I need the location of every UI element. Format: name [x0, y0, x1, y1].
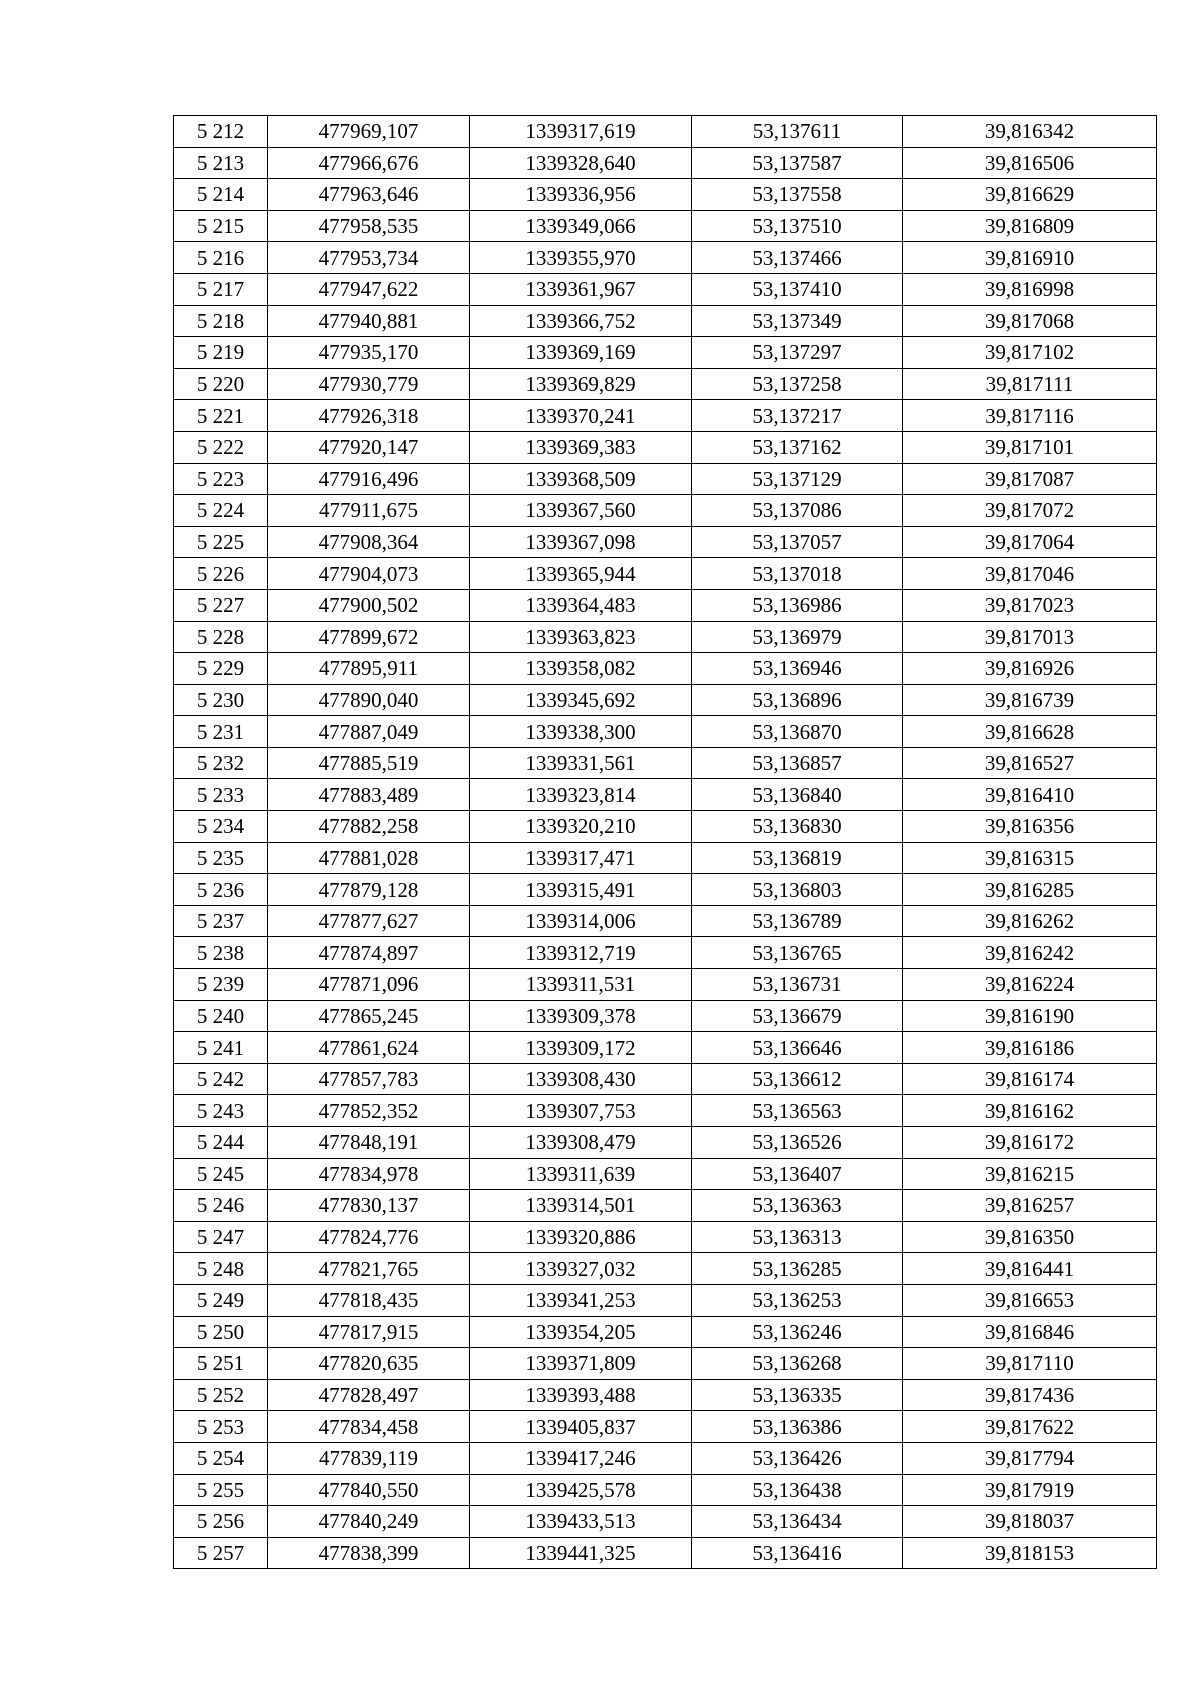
table-row: [174, 273, 1157, 305]
table-row: [174, 495, 1157, 527]
longitude-cell: 39,816224: [903, 969, 1157, 1001]
point-number-cell: 5 249: [174, 1284, 268, 1316]
longitude-cell: 39,817087: [903, 463, 1157, 495]
table-row: [174, 179, 1157, 211]
longitude-cell: 39,816926: [903, 653, 1157, 685]
table-row: [174, 1032, 1157, 1064]
point-number-cell: 5 256: [174, 1506, 268, 1538]
latitude-cell: 53,136946: [692, 653, 903, 685]
y-coordinate-cell: 1339369,169: [470, 337, 692, 369]
x-coordinate-cell: 477890,040: [268, 684, 470, 716]
latitude-cell: 53,136246: [692, 1316, 903, 1348]
table-row: [174, 969, 1157, 1001]
latitude-cell: 53,137510: [692, 210, 903, 242]
table-row: [174, 337, 1157, 369]
table-row: [174, 937, 1157, 969]
table-row: [174, 1379, 1157, 1411]
x-coordinate-cell: 477834,978: [268, 1158, 470, 1190]
x-coordinate-cell: 477874,897: [268, 937, 470, 969]
latitude-cell: 53,136407: [692, 1158, 903, 1190]
x-coordinate-cell: 477861,624: [268, 1032, 470, 1064]
point-number-cell: 5 212: [174, 116, 268, 148]
y-coordinate-cell: 1339368,509: [470, 463, 692, 495]
x-coordinate-cell: 477947,622: [268, 273, 470, 305]
table-row: [174, 147, 1157, 179]
longitude-cell: 39,817046: [903, 558, 1157, 590]
point-number-cell: 5 236: [174, 874, 268, 906]
y-coordinate-cell: 1339317,619: [470, 116, 692, 148]
latitude-cell: 53,136819: [692, 842, 903, 874]
latitude-cell: 53,137129: [692, 463, 903, 495]
point-number-cell: 5 231: [174, 716, 268, 748]
x-coordinate-cell: 477900,502: [268, 589, 470, 621]
point-number-cell: 5 250: [174, 1316, 268, 1348]
point-number-cell: 5 220: [174, 368, 268, 400]
table-row: [174, 1442, 1157, 1474]
point-number-cell: 5 243: [174, 1095, 268, 1127]
x-coordinate-cell: 477904,073: [268, 558, 470, 590]
point-number-cell: 5 223: [174, 463, 268, 495]
longitude-cell: 39,816162: [903, 1095, 1157, 1127]
longitude-cell: 39,816739: [903, 684, 1157, 716]
x-coordinate-cell: 477852,352: [268, 1095, 470, 1127]
table-row: [174, 431, 1157, 463]
latitude-cell: 53,136285: [692, 1253, 903, 1285]
latitude-cell: 53,137258: [692, 368, 903, 400]
table-row: [174, 1316, 1157, 1348]
y-coordinate-cell: 1339307,753: [470, 1095, 692, 1127]
point-number-cell: 5 238: [174, 937, 268, 969]
longitude-cell: 39,816215: [903, 1158, 1157, 1190]
y-coordinate-cell: 1339315,491: [470, 874, 692, 906]
latitude-cell: 53,137057: [692, 526, 903, 558]
x-coordinate-cell: 477953,734: [268, 242, 470, 274]
point-number-cell: 5 213: [174, 147, 268, 179]
x-coordinate-cell: 477834,458: [268, 1411, 470, 1443]
longitude-cell: 39,816285: [903, 874, 1157, 906]
longitude-cell: 39,816628: [903, 716, 1157, 748]
latitude-cell: 53,136363: [692, 1190, 903, 1222]
table-row: [174, 1190, 1157, 1222]
latitude-cell: 53,137217: [692, 400, 903, 432]
longitude-cell: 39,817068: [903, 305, 1157, 337]
x-coordinate-cell: 477840,249: [268, 1506, 470, 1538]
table-row: [174, 874, 1157, 906]
table-row: [174, 400, 1157, 432]
point-number-cell: 5 255: [174, 1474, 268, 1506]
point-number-cell: 5 226: [174, 558, 268, 590]
longitude-cell: 39,817064: [903, 526, 1157, 558]
latitude-cell: 53,136646: [692, 1032, 903, 1064]
x-coordinate-cell: 477817,915: [268, 1316, 470, 1348]
coordinates-table: [173, 115, 1157, 1569]
point-number-cell: 5 218: [174, 305, 268, 337]
x-coordinate-cell: 477966,676: [268, 147, 470, 179]
point-number-cell: 5 247: [174, 1221, 268, 1253]
longitude-cell: 39,817013: [903, 621, 1157, 653]
table-row: [174, 1506, 1157, 1538]
latitude-cell: 53,136979: [692, 621, 903, 653]
y-coordinate-cell: 1339433,513: [470, 1506, 692, 1538]
longitude-cell: 39,816998: [903, 273, 1157, 305]
longitude-cell: 39,816653: [903, 1284, 1157, 1316]
latitude-cell: 53,136426: [692, 1442, 903, 1474]
x-coordinate-cell: 477883,489: [268, 779, 470, 811]
longitude-cell: 39,817116: [903, 400, 1157, 432]
y-coordinate-cell: 1339354,205: [470, 1316, 692, 1348]
x-coordinate-cell: 477848,191: [268, 1127, 470, 1159]
latitude-cell: 53,136870: [692, 716, 903, 748]
x-coordinate-cell: 477820,635: [268, 1348, 470, 1380]
x-coordinate-cell: 477958,535: [268, 210, 470, 242]
x-coordinate-cell: 477920,147: [268, 431, 470, 463]
x-coordinate-cell: 477935,170: [268, 337, 470, 369]
x-coordinate-cell: 477839,119: [268, 1442, 470, 1474]
point-number-cell: 5 252: [174, 1379, 268, 1411]
longitude-cell: 39,816242: [903, 937, 1157, 969]
latitude-cell: 53,136840: [692, 779, 903, 811]
point-number-cell: 5 228: [174, 621, 268, 653]
y-coordinate-cell: 1339331,561: [470, 747, 692, 779]
longitude-cell: 39,817111: [903, 368, 1157, 400]
y-coordinate-cell: 1339367,560: [470, 495, 692, 527]
y-coordinate-cell: 1339320,210: [470, 811, 692, 843]
y-coordinate-cell: 1339308,430: [470, 1063, 692, 1095]
x-coordinate-cell: 477818,435: [268, 1284, 470, 1316]
x-coordinate-cell: 477930,779: [268, 368, 470, 400]
point-number-cell: 5 214: [174, 179, 268, 211]
point-number-cell: 5 216: [174, 242, 268, 274]
point-number-cell: 5 235: [174, 842, 268, 874]
x-coordinate-cell: 477865,245: [268, 1000, 470, 1032]
longitude-cell: 39,816257: [903, 1190, 1157, 1222]
point-number-cell: 5 221: [174, 400, 268, 432]
point-number-cell: 5 245: [174, 1158, 268, 1190]
longitude-cell: 39,816172: [903, 1127, 1157, 1159]
x-coordinate-cell: 477926,318: [268, 400, 470, 432]
point-number-cell: 5 237: [174, 905, 268, 937]
latitude-cell: 53,136612: [692, 1063, 903, 1095]
latitude-cell: 53,136789: [692, 905, 903, 937]
x-coordinate-cell: 477916,496: [268, 463, 470, 495]
table-row: [174, 1537, 1157, 1569]
point-number-cell: 5 254: [174, 1442, 268, 1474]
x-coordinate-cell: 477899,672: [268, 621, 470, 653]
longitude-cell: 39,817023: [903, 589, 1157, 621]
table-row: [174, 1221, 1157, 1253]
longitude-cell: 39,818037: [903, 1506, 1157, 1538]
longitude-cell: 39,817919: [903, 1474, 1157, 1506]
point-number-cell: 5 217: [174, 273, 268, 305]
table-row: [174, 558, 1157, 590]
table-row: [174, 242, 1157, 274]
latitude-cell: 53,136526: [692, 1127, 903, 1159]
latitude-cell: 53,136731: [692, 969, 903, 1001]
y-coordinate-cell: 1339369,383: [470, 431, 692, 463]
latitude-cell: 53,136679: [692, 1000, 903, 1032]
point-number-cell: 5 219: [174, 337, 268, 369]
table-row: [174, 1348, 1157, 1380]
y-coordinate-cell: 1339308,479: [470, 1127, 692, 1159]
longitude-cell: 39,817110: [903, 1348, 1157, 1380]
table-row: [174, 210, 1157, 242]
table-row: [174, 463, 1157, 495]
table-row: [174, 747, 1157, 779]
longitude-cell: 39,816527: [903, 747, 1157, 779]
table-row: [174, 842, 1157, 874]
y-coordinate-cell: 1339367,098: [470, 526, 692, 558]
point-number-cell: 5 230: [174, 684, 268, 716]
y-coordinate-cell: 1339365,944: [470, 558, 692, 590]
y-coordinate-cell: 1339355,970: [470, 242, 692, 274]
point-number-cell: 5 248: [174, 1253, 268, 1285]
point-number-cell: 5 215: [174, 210, 268, 242]
latitude-cell: 53,137349: [692, 305, 903, 337]
latitude-cell: 53,136253: [692, 1284, 903, 1316]
longitude-cell: 39,816506: [903, 147, 1157, 179]
point-number-cell: 5 229: [174, 653, 268, 685]
longitude-cell: 39,817102: [903, 337, 1157, 369]
longitude-cell: 39,816809: [903, 210, 1157, 242]
longitude-cell: 39,818153: [903, 1537, 1157, 1569]
table-row: [174, 1095, 1157, 1127]
y-coordinate-cell: 1339371,809: [470, 1348, 692, 1380]
y-coordinate-cell: 1339361,967: [470, 273, 692, 305]
latitude-cell: 53,136335: [692, 1379, 903, 1411]
latitude-cell: 53,136830: [692, 811, 903, 843]
table-row: [174, 1063, 1157, 1095]
point-number-cell: 5 222: [174, 431, 268, 463]
x-coordinate-cell: 477908,364: [268, 526, 470, 558]
longitude-cell: 39,816629: [903, 179, 1157, 211]
latitude-cell: 53,137587: [692, 147, 903, 179]
y-coordinate-cell: 1339425,578: [470, 1474, 692, 1506]
longitude-cell: 39,816910: [903, 242, 1157, 274]
x-coordinate-cell: 477887,049: [268, 716, 470, 748]
x-coordinate-cell: 477821,765: [268, 1253, 470, 1285]
latitude-cell: 53,137086: [692, 495, 903, 527]
y-coordinate-cell: 1339349,066: [470, 210, 692, 242]
x-coordinate-cell: 477857,783: [268, 1063, 470, 1095]
point-number-cell: 5 251: [174, 1348, 268, 1380]
longitude-cell: 39,817072: [903, 495, 1157, 527]
x-coordinate-cell: 477940,881: [268, 305, 470, 337]
y-coordinate-cell: 1339328,640: [470, 147, 692, 179]
y-coordinate-cell: 1339317,471: [470, 842, 692, 874]
longitude-cell: 39,816846: [903, 1316, 1157, 1348]
x-coordinate-cell: 477885,519: [268, 747, 470, 779]
latitude-cell: 53,137297: [692, 337, 903, 369]
y-coordinate-cell: 1339323,814: [470, 779, 692, 811]
longitude-cell: 39,816441: [903, 1253, 1157, 1285]
x-coordinate-cell: 477830,137: [268, 1190, 470, 1222]
point-number-cell: 5 224: [174, 495, 268, 527]
latitude-cell: 53,136563: [692, 1095, 903, 1127]
table-row: [174, 368, 1157, 400]
y-coordinate-cell: 1339338,300: [470, 716, 692, 748]
table-row: [174, 621, 1157, 653]
point-number-cell: 5 227: [174, 589, 268, 621]
latitude-cell: 53,136438: [692, 1474, 903, 1506]
y-coordinate-cell: 1339311,639: [470, 1158, 692, 1190]
table-row: [174, 684, 1157, 716]
table-row: [174, 811, 1157, 843]
y-coordinate-cell: 1339417,246: [470, 1442, 692, 1474]
point-number-cell: 5 240: [174, 1000, 268, 1032]
table-row: [174, 653, 1157, 685]
table-row: [174, 905, 1157, 937]
table-row: [174, 116, 1157, 148]
point-number-cell: 5 257: [174, 1537, 268, 1569]
y-coordinate-cell: 1339405,837: [470, 1411, 692, 1443]
point-number-cell: 5 225: [174, 526, 268, 558]
longitude-cell: 39,817794: [903, 1442, 1157, 1474]
latitude-cell: 53,137611: [692, 116, 903, 148]
x-coordinate-cell: 477828,497: [268, 1379, 470, 1411]
latitude-cell: 53,137466: [692, 242, 903, 274]
y-coordinate-cell: 1339364,483: [470, 589, 692, 621]
longitude-cell: 39,816410: [903, 779, 1157, 811]
point-number-cell: 5 244: [174, 1127, 268, 1159]
x-coordinate-cell: 477824,776: [268, 1221, 470, 1253]
y-coordinate-cell: 1339441,325: [470, 1537, 692, 1569]
table-row: [174, 1253, 1157, 1285]
table-row: [174, 1158, 1157, 1190]
latitude-cell: 53,136386: [692, 1411, 903, 1443]
table-row: [174, 1284, 1157, 1316]
y-coordinate-cell: 1339309,378: [470, 1000, 692, 1032]
y-coordinate-cell: 1339336,956: [470, 179, 692, 211]
longitude-cell: 39,816262: [903, 905, 1157, 937]
x-coordinate-cell: 477963,646: [268, 179, 470, 211]
y-coordinate-cell: 1339314,006: [470, 905, 692, 937]
table-row: [174, 1000, 1157, 1032]
x-coordinate-cell: 477881,028: [268, 842, 470, 874]
table-row: [174, 305, 1157, 337]
y-coordinate-cell: 1339358,082: [470, 653, 692, 685]
y-coordinate-cell: 1339345,692: [470, 684, 692, 716]
latitude-cell: 53,137410: [692, 273, 903, 305]
point-number-cell: 5 241: [174, 1032, 268, 1064]
y-coordinate-cell: 1339314,501: [470, 1190, 692, 1222]
x-coordinate-cell: 477895,911: [268, 653, 470, 685]
latitude-cell: 53,136986: [692, 589, 903, 621]
x-coordinate-cell: 477882,258: [268, 811, 470, 843]
x-coordinate-cell: 477877,627: [268, 905, 470, 937]
y-coordinate-cell: 1339366,752: [470, 305, 692, 337]
longitude-cell: 39,817101: [903, 431, 1157, 463]
y-coordinate-cell: 1339309,172: [470, 1032, 692, 1064]
latitude-cell: 53,137162: [692, 431, 903, 463]
longitude-cell: 39,816190: [903, 1000, 1157, 1032]
table-row: [174, 1127, 1157, 1159]
y-coordinate-cell: 1339393,488: [470, 1379, 692, 1411]
y-coordinate-cell: 1339312,719: [470, 937, 692, 969]
table-row: [174, 1411, 1157, 1443]
latitude-cell: 53,136416: [692, 1537, 903, 1569]
x-coordinate-cell: 477838,399: [268, 1537, 470, 1569]
longitude-cell: 39,816174: [903, 1063, 1157, 1095]
table-row: [174, 1474, 1157, 1506]
table-row: [174, 526, 1157, 558]
latitude-cell: 53,136857: [692, 747, 903, 779]
y-coordinate-cell: 1339320,886: [470, 1221, 692, 1253]
y-coordinate-cell: 1339363,823: [470, 621, 692, 653]
table-row: [174, 589, 1157, 621]
y-coordinate-cell: 1339311,531: [470, 969, 692, 1001]
longitude-cell: 39,816350: [903, 1221, 1157, 1253]
point-number-cell: 5 232: [174, 747, 268, 779]
point-number-cell: 5 233: [174, 779, 268, 811]
latitude-cell: 53,136803: [692, 874, 903, 906]
latitude-cell: 53,136434: [692, 1506, 903, 1538]
point-number-cell: 5 253: [174, 1411, 268, 1443]
latitude-cell: 53,136268: [692, 1348, 903, 1380]
point-number-cell: 5 246: [174, 1190, 268, 1222]
latitude-cell: 53,137018: [692, 558, 903, 590]
x-coordinate-cell: 477969,107: [268, 116, 470, 148]
longitude-cell: 39,816315: [903, 842, 1157, 874]
x-coordinate-cell: 477879,128: [268, 874, 470, 906]
y-coordinate-cell: 1339327,032: [470, 1253, 692, 1285]
table-row: [174, 779, 1157, 811]
point-number-cell: 5 239: [174, 969, 268, 1001]
point-number-cell: 5 234: [174, 811, 268, 843]
latitude-cell: 53,137558: [692, 179, 903, 211]
longitude-cell: 39,817436: [903, 1379, 1157, 1411]
x-coordinate-cell: 477911,675: [268, 495, 470, 527]
latitude-cell: 53,136765: [692, 937, 903, 969]
x-coordinate-cell: 477871,096: [268, 969, 470, 1001]
longitude-cell: 39,816356: [903, 811, 1157, 843]
y-coordinate-cell: 1339369,829: [470, 368, 692, 400]
table-row: [174, 716, 1157, 748]
y-coordinate-cell: 1339370,241: [470, 400, 692, 432]
coordinates-table-body: [174, 116, 1157, 1569]
longitude-cell: 39,816342: [903, 116, 1157, 148]
point-number-cell: 5 242: [174, 1063, 268, 1095]
longitude-cell: 39,817622: [903, 1411, 1157, 1443]
latitude-cell: 53,136313: [692, 1221, 903, 1253]
latitude-cell: 53,136896: [692, 684, 903, 716]
y-coordinate-cell: 1339341,253: [470, 1284, 692, 1316]
x-coordinate-cell: 477840,550: [268, 1474, 470, 1506]
longitude-cell: 39,816186: [903, 1032, 1157, 1064]
